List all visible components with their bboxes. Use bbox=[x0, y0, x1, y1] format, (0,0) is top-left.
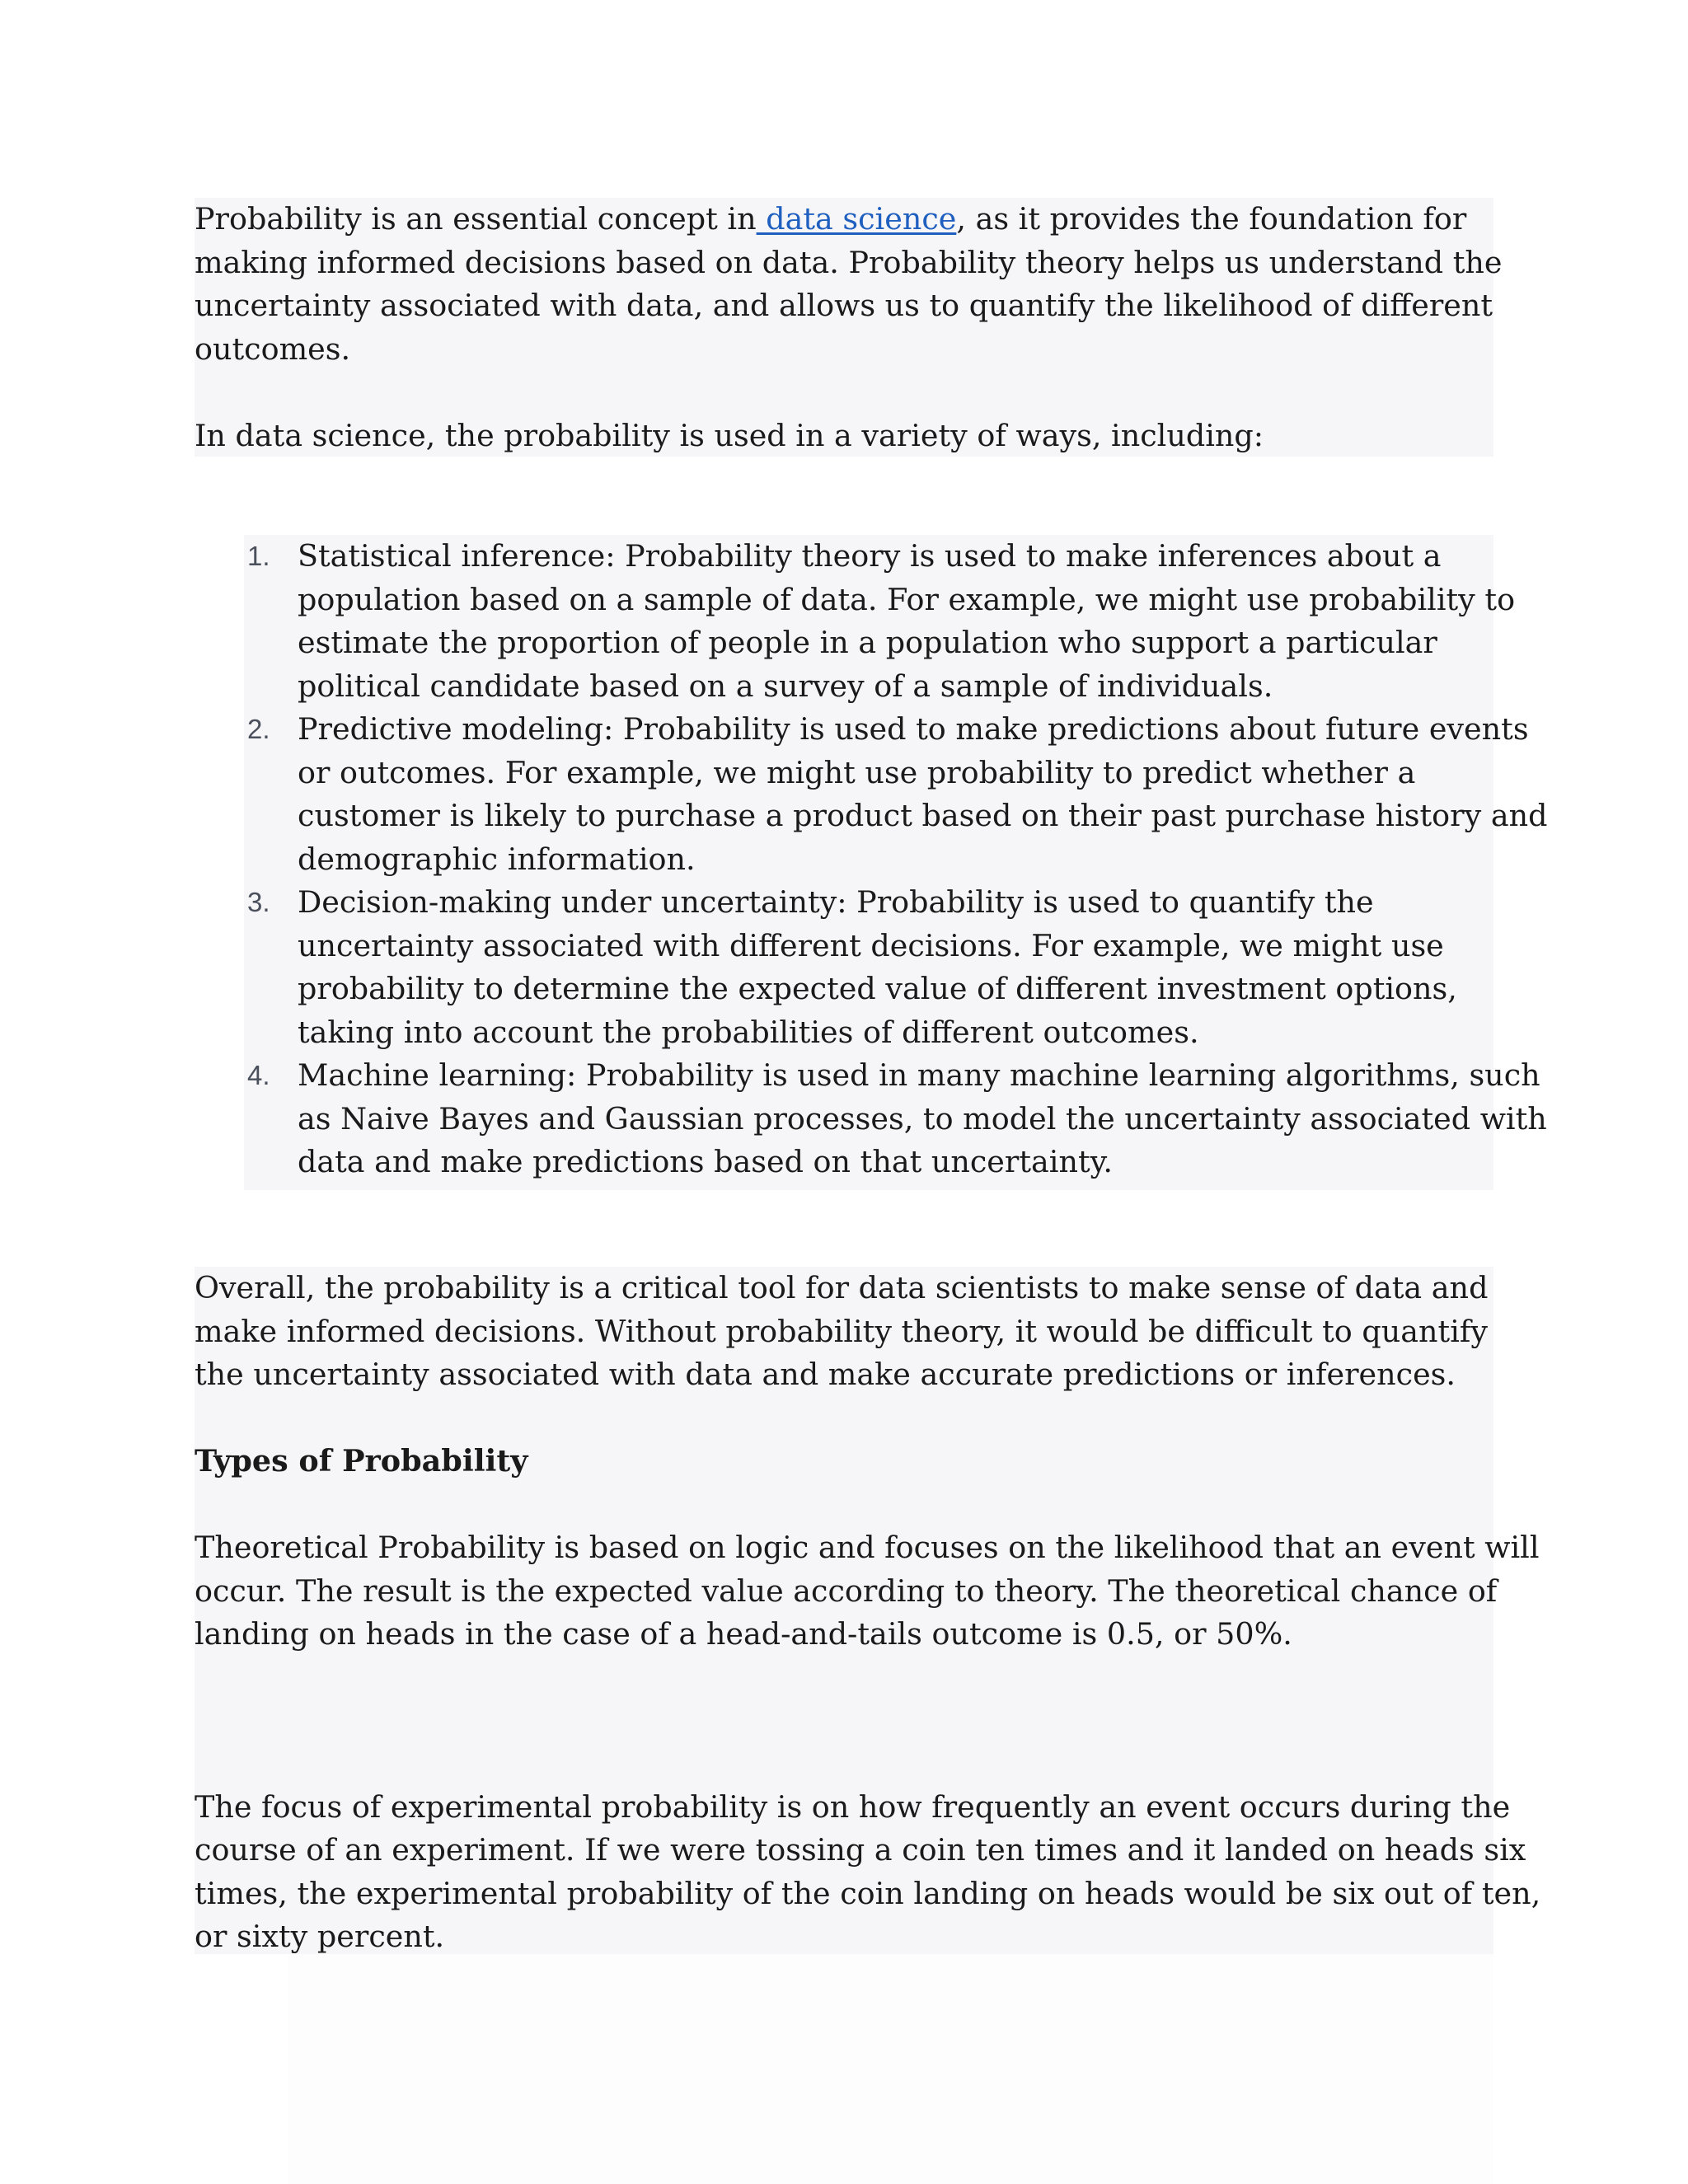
experimental-line: course of an experiment. If we were tossing a coin ten times and it landed on heads six bbox=[195, 1832, 1526, 1868]
theoretical-line: landing on heads in the case of a head-and-tails outcome is 0.5, or 50%. bbox=[195, 1616, 1292, 1652]
list-item-line: population based on a sample of data. For example, we might use probability to bbox=[298, 581, 1516, 617]
paragraph-gap bbox=[195, 1397, 1493, 1441]
list-item-line: Decision-making under uncertainty: Probability is used to quantify the bbox=[298, 884, 1374, 920]
list-number: 2. bbox=[247, 714, 270, 744]
list-item bbox=[244, 1054, 1547, 1184]
intro-line-3: uncertainty associated with data, and allows us to quantify the likelihood of different bbox=[195, 288, 1493, 323]
list-item-line: uncertainty associated with different decisions. For example, we might use bbox=[298, 927, 1444, 963]
list-item-line: Predictive modeling: Probability is used to make predictions about future events bbox=[298, 711, 1529, 747]
overall-line: make informed decisions. Without probability theory, it would be difficult to quantify bbox=[195, 1313, 1489, 1349]
list-item-line: customer is likely to purchase a product based on their past purchase history and bbox=[298, 798, 1548, 833]
paragraph-gap bbox=[195, 371, 1493, 415]
list-item-line: demographic information. bbox=[298, 841, 696, 877]
data-science-link[interactable]: data science bbox=[756, 201, 957, 237]
list-number: 4. bbox=[247, 1060, 270, 1090]
experimental-line: or sixty percent. bbox=[195, 1919, 445, 1954]
list-item-line: taking into account the probabilities of different outcomes. bbox=[298, 1014, 1199, 1050]
theoretical-line: Theoretical Probability is based on logic and focuses on the likelihood that an event will bbox=[195, 1530, 1540, 1565]
list-item bbox=[244, 535, 1516, 708]
section-heading: Types of Probability bbox=[195, 1443, 528, 1479]
experimental-line: The focus of experimental probability is on how frequently an event occurs during the bbox=[195, 1788, 1511, 1825]
list-item bbox=[244, 708, 1548, 881]
list-item-line: political candidate based on a survey of a sample of individuals. bbox=[298, 668, 1273, 704]
list-item-line: Machine learning: Probability is used in many machine learning algorithms, such bbox=[298, 1057, 1540, 1093]
paragraph-gap bbox=[195, 1657, 1493, 1786]
intro-line-1 bbox=[195, 198, 1493, 241]
list-item-line: probability to determine the expected value of different investment options, bbox=[298, 971, 1457, 1006]
uses-list bbox=[244, 535, 1548, 1184]
probability-types-section bbox=[195, 1267, 1541, 1954]
paragraph-gap bbox=[195, 1483, 1493, 1527]
ways-paragraph: In data science, the probability is used in a variety of ways, including: bbox=[195, 417, 1264, 453]
list-number: 3. bbox=[247, 887, 270, 917]
overall-line: the uncertainty associated with data and make accurate predictions or inferences. bbox=[195, 1357, 1456, 1392]
intro-text-continued: , as it provides the foundation for bbox=[956, 201, 1467, 237]
list-number: 1. bbox=[247, 541, 270, 571]
list-item-line: as Naive Bayes and Gaussian processes, to model the uncertainty associated with bbox=[298, 1100, 1547, 1137]
list-item-line: data and make predictions based on that uncertainty. bbox=[298, 1144, 1114, 1179]
list-item-line: estimate the proportion of people in a population who support a particular bbox=[298, 625, 1437, 660]
list-item-line: Statistical inference: Probability theory is used to make inferences about a bbox=[298, 538, 1442, 574]
list-item bbox=[244, 881, 1493, 1054]
intro-line-4: outcomes. bbox=[195, 330, 351, 367]
overall-line: Overall, the probability is a critical tool for data scientists to make sense of data and bbox=[195, 1270, 1489, 1305]
list-item-line: or outcomes. For example, we might use probability to predict whether a bbox=[298, 754, 1416, 790]
intro-text: Probability is an essential concept in bbox=[195, 201, 757, 237]
uses-list-section bbox=[244, 535, 1548, 1190]
theoretical-line: occur. The result is the expected value according to theory. The theoretical chance of bbox=[195, 1572, 1498, 1609]
intro-line-2: making informed decisions based on data. Probability theory helps us understand the bbox=[195, 244, 1503, 280]
page-background-tint bbox=[288, 1954, 1493, 2184]
intro-section bbox=[195, 198, 1503, 457]
experimental-line: times, the experimental probability of the coin landing on heads would be six out of ten, bbox=[195, 1875, 1541, 1911]
